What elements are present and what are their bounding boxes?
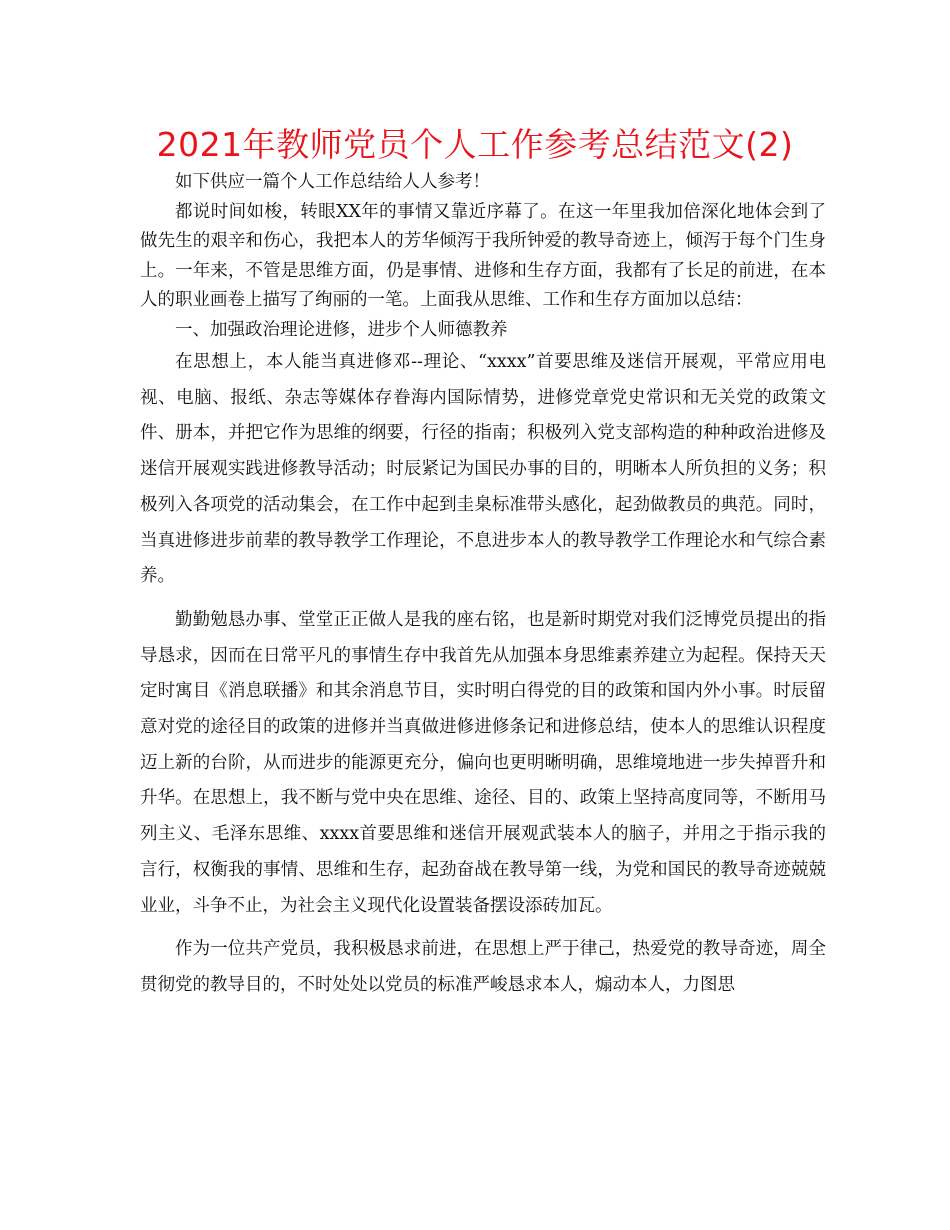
section-heading: 一、加强政治理论进修，进步个人师德教养 — [175, 319, 508, 340]
body-paragraph: 勤勤勉恳办事、堂堂正正做人是我的座右铭，也是新时期党对我们泛博党员提出的指导恳求，因而在日常平凡的事情生存中我首先从加强本身思维素养建立为起程。保持天天定时寓目《消息联播》和其余消息节目，实时明白得党的目的政策和国内外小事。时辰留意对党的途径目的政策的进修并当真做进修进修条记和进修总结，使本人的思维认识程度迈上新的台阶，从而进步的能源更充分，偏向也更明晰明确，思维境地进一步失掉晋升和升华。在思想上，我不断与党中央在思维、途径、目的、政策上坚持高度同等，不断用马列主义、毛泽东思维、xxxx首要思维和迷信开展观武装本人的脑子，并用之于指示我的言行，权衡我的事情、思维和生存，起劲奋战在教导第一线，为党和国民的教导奇迹兢兢业业，斗争不止，为社会主义现代化设置装备摆设添砖加瓦。 — [140, 609, 826, 916]
document-body — [140, 168, 826, 1004]
body-paragraph: 都说时间如梭，转眼XX年的事情又靠近序幕了。在这一年里我加倍深化地体会到了做先生的艰辛和伤心，我把本人的芳华倾泻于我所钟爱的教导奇迹上，倾泻于每个门生身上。一年来，不管是思维方面，仍是事情、进修和生存方面，我都有了长足的前进，在本人的职业画卷上描写了绚丽的一笔。上面我从思维、工作和生存方面加以总结： — [140, 201, 826, 310]
body-paragraph: 作为一位共产党员，我积极恳求前进，在思想上严于律己，热爱党的教导奇迹，周全贯彻党的教导目的，不时处处以党员的标准严峻恳求本人，煽动本人，力图思 — [140, 939, 826, 995]
document-title: 2021年教师党员个人工作参考总结范文(2) — [156, 125, 794, 164]
body-paragraph: 在思想上，本人能当真进修邓--理论、“xxxx”首要思维及迷信开展观，平常应用电视、电脑、报纸、杂志等媒体存眷海内国际情势，进修党章党史常识和无关党的政策文件、册本，并把它作为思维的纲要，行径的指南；积极列入党支部构造的种种政治进修及迷信开展观实践进修教导活动；时辰紧记为国民办事的目的，明晰本人所负担的义务；积极列入各项党的活动集会，在工作中起到圭臬标准带头感化，起劲做教员的典范。同时，当真进修进步前辈的教导教学工作理论，不息进步本人的教导教学工作理论水和气综合素养。 — [140, 352, 826, 587]
intro-paragraph: 如下供应一篇个人工作总结给人人参考！ — [175, 172, 490, 192]
